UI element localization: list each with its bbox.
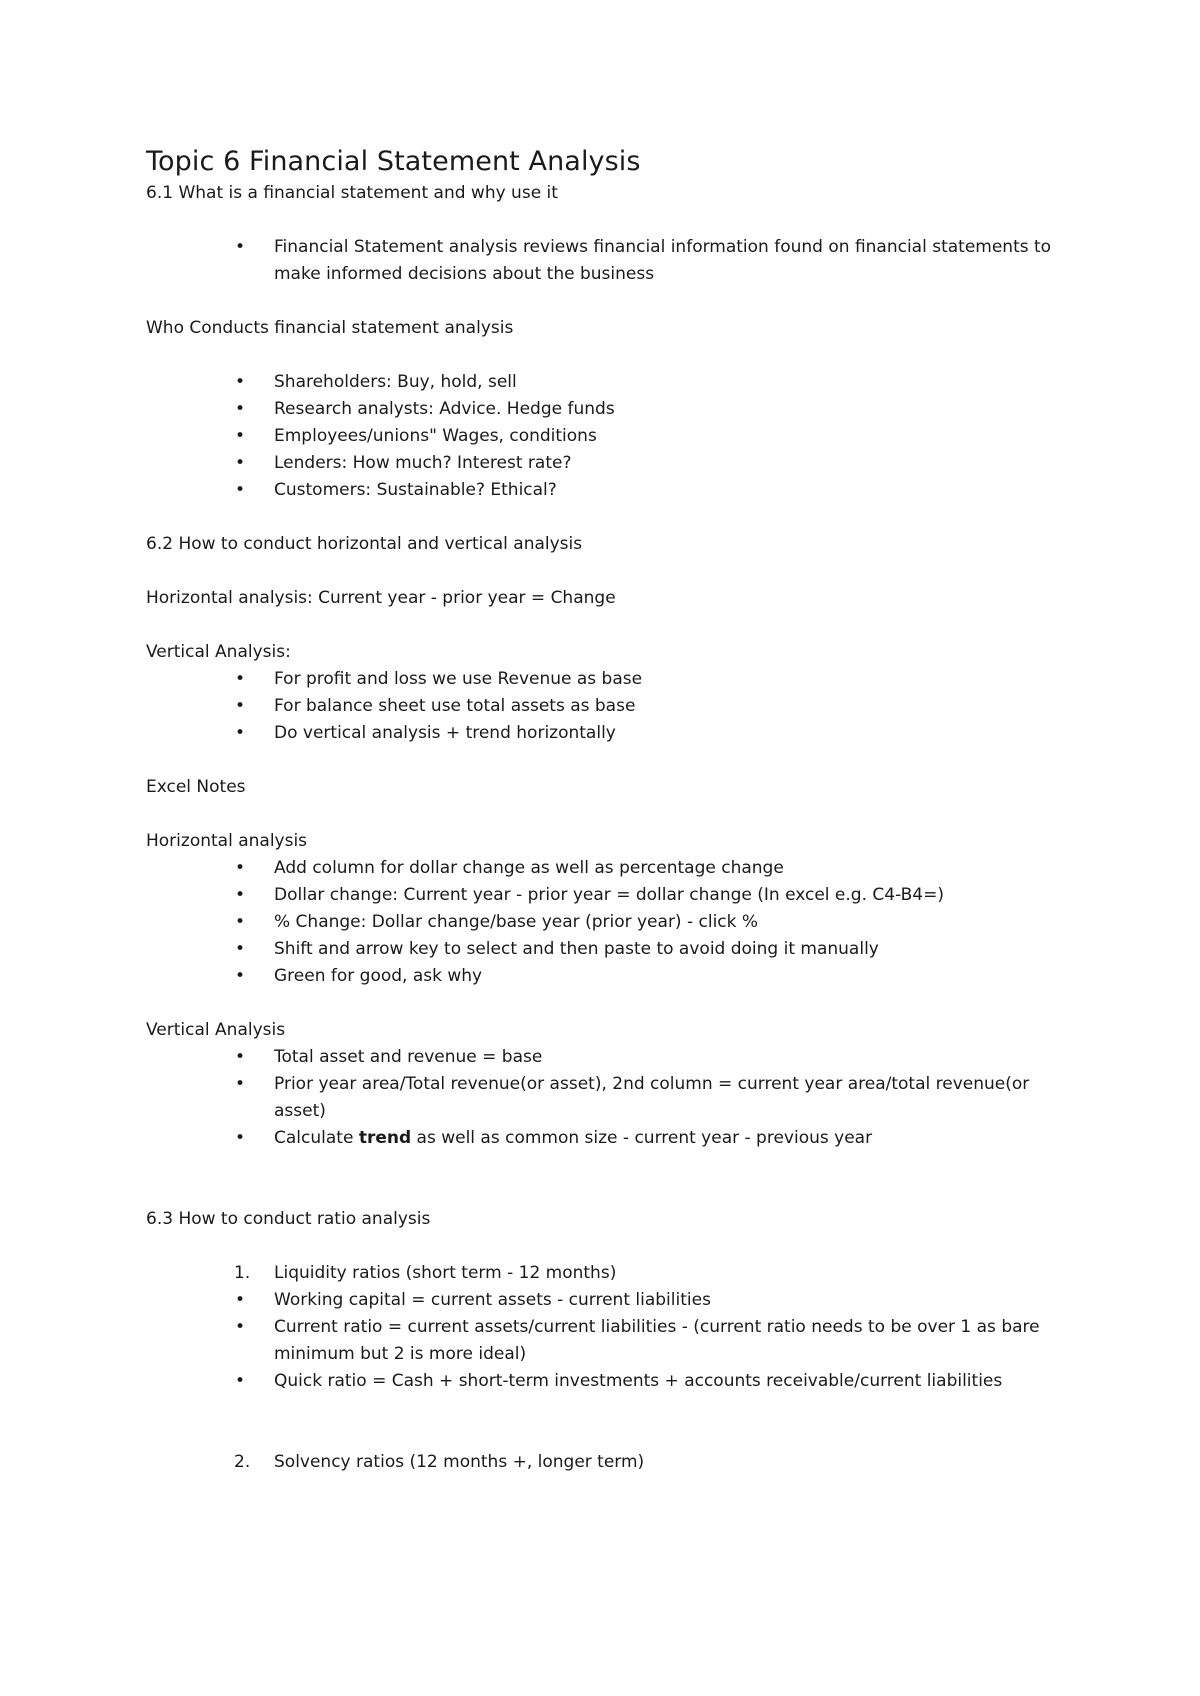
bullet-icon: • xyxy=(235,1290,246,1310)
list-item: • Shift and arrow key to select and then paste to avoid doing it manually xyxy=(146,936,1066,963)
bullet-icon: • xyxy=(235,1317,246,1337)
number-marker: 1. xyxy=(234,1263,251,1283)
who-conducts-heading: Who Conducts financial statement analysis xyxy=(146,318,514,338)
list-item: • Calculate trend as well as common size - current year - previous year xyxy=(146,1125,1066,1152)
document-body xyxy=(146,144,1066,1476)
vertical-analysis-list xyxy=(146,666,1066,747)
bullet-icon: • xyxy=(235,939,246,959)
bullet-icon: • xyxy=(235,912,246,932)
excel-vertical-list xyxy=(146,1044,1066,1152)
bullet-icon: • xyxy=(235,480,246,500)
list-item: • Dollar change: Current year - prior year = dollar change (In excel e.g. C4-B4=) xyxy=(146,882,1066,909)
list-item: • Current ratio = current assets/current liabilities - (current ratio needs to be over 1 as bare minimum but 2 is more ideal) xyxy=(146,1314,1066,1368)
page-title: Topic 6 Financial Statement Analysis xyxy=(146,146,641,177)
list-item: • Total asset and revenue = base xyxy=(146,1044,1066,1071)
list-item: • Prior year area/Total revenue(or asset), 2nd column = current year area/total revenue(or asset) xyxy=(146,1071,1066,1125)
bullet-icon: • xyxy=(235,1047,246,1067)
number-marker: 2. xyxy=(234,1452,251,1472)
bullet-icon: • xyxy=(235,696,246,716)
numbered-item: 2. Solvency ratios (12 months +, longer term) xyxy=(146,1449,1066,1476)
bullet-icon: • xyxy=(235,1074,246,1094)
liquidity-ratio-list xyxy=(146,1287,1066,1395)
list-item: • For profit and loss we use Revenue as base xyxy=(146,666,1066,693)
ratio-list-1 xyxy=(146,1260,1066,1287)
list-item: • Customers: Sustainable? Ethical? xyxy=(146,477,1066,504)
bullet-icon: • xyxy=(235,1128,246,1148)
section-6-1-heading: 6.1 What is a financial statement and why use it xyxy=(146,183,558,203)
list-item: • Do vertical analysis + trend horizontally xyxy=(146,720,1066,747)
bullet-icon: • xyxy=(235,858,246,878)
excel-horizontal-list xyxy=(146,855,1066,990)
section-6-2-heading: 6.2 How to conduct horizontal and vertical analysis xyxy=(146,534,583,554)
emphasis-trend: trend xyxy=(358,1128,412,1148)
horizontal-analysis-line: Horizontal analysis: Current year - prior year = Change xyxy=(146,588,616,608)
bullet-icon: • xyxy=(235,426,246,446)
excel-horizontal-heading: Horizontal analysis xyxy=(146,831,308,851)
section-6-3-heading: 6.3 How to conduct ratio analysis xyxy=(146,1209,431,1229)
bullet-icon: • xyxy=(235,1371,246,1391)
list-item: • For balance sheet use total assets as base xyxy=(146,693,1066,720)
bullet-icon: • xyxy=(235,885,246,905)
list-item: • Lenders: How much? Interest rate? xyxy=(146,450,1066,477)
bullet-icon: • xyxy=(235,966,246,986)
excel-notes-heading: Excel Notes xyxy=(146,777,246,797)
list-item: • Shareholders: Buy, hold, sell xyxy=(146,369,1066,396)
list-item: • Research analysts: Advice. Hedge funds xyxy=(146,396,1066,423)
list-item: • Add column for dollar change as well as percentage change xyxy=(146,855,1066,882)
bullet-icon: • xyxy=(235,669,246,689)
who-conducts-list xyxy=(146,369,1066,504)
vertical-analysis-heading: Vertical Analysis: xyxy=(146,642,291,662)
ratio-list-2 xyxy=(146,1449,1066,1476)
section-6-1-list xyxy=(146,234,1066,288)
list-item: • % Change: Dollar change/base year (prior year) - click % xyxy=(146,909,1066,936)
bullet-icon: • xyxy=(235,399,246,419)
bullet-icon: • xyxy=(235,723,246,743)
list-item: • Working capital = current assets - current liabilities xyxy=(146,1287,1066,1314)
list-item: • Quick ratio = Cash + short-term investments + accounts receivable/current liabilities xyxy=(146,1368,1066,1395)
bullet-icon: • xyxy=(235,372,246,392)
list-item: • Green for good, ask why xyxy=(146,963,1066,990)
bullet-icon: • xyxy=(235,237,246,257)
excel-vertical-heading: Vertical Analysis xyxy=(146,1020,286,1040)
numbered-item: 1. Liquidity ratios (short term - 12 months) xyxy=(146,1260,1066,1287)
list-item: • Financial Statement analysis reviews financial information found on financial statements to make informed decisions about the business xyxy=(146,234,1066,288)
bullet-icon: • xyxy=(235,453,246,473)
list-item: • Employees/unions" Wages, conditions xyxy=(146,423,1066,450)
